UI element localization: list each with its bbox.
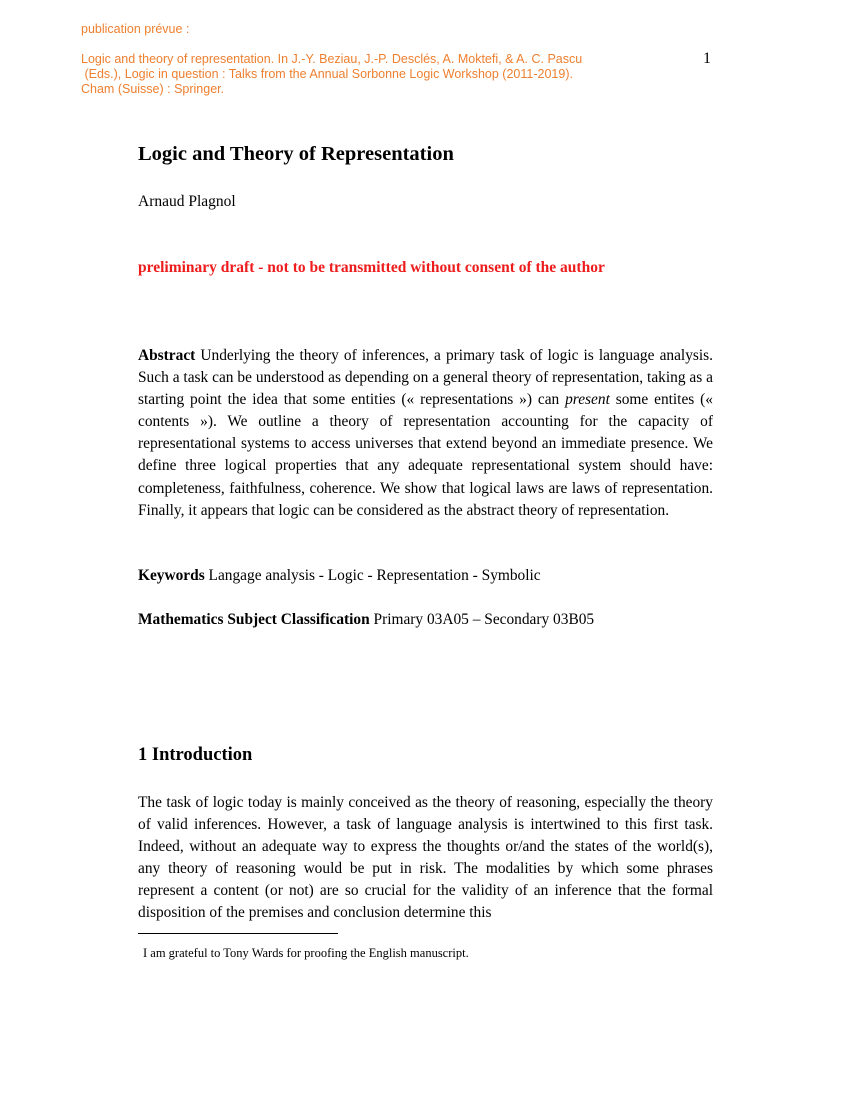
paper-author: Arnaud Plagnol (138, 193, 236, 210)
subject-classification (138, 609, 713, 631)
citation-line: Logic and theory of representation. In J.-Y. Beziau, J.-P. Desclés, A. Moktefi, & A. C. Pascu (81, 52, 583, 66)
abstract (138, 345, 713, 522)
footnote-divider (138, 933, 338, 934)
draft-notice: preliminary draft - not to be transmitted without consent of the author (138, 259, 605, 276)
publication-note (81, 22, 681, 97)
abstract-emphasis: present (565, 391, 610, 409)
abstract-label: Abstract (138, 347, 196, 364)
paper-title: Logic and Theory of Representation (138, 143, 454, 165)
footnote: I am grateful to Tony Wards for proofing the English manuscript. (143, 946, 469, 960)
introduction-paragraph: The task of logic today is mainly conceived as the theory of reasoning, especially the theory of valid inferences. However, a task of language analysis is intertwined to this first task. Indeed, without an adequate way to express the thoughts or/and the states of the world(s), any theory of reasoning would be put in risk. The modalities by which some phrases represent a content (or not) are so crucial for the validity of an inference that the formal disposition of the premises and conclusion determine this (138, 794, 713, 922)
keywords (138, 565, 713, 587)
publication-label: publication prévue : (81, 22, 190, 36)
page-number: 1 (703, 50, 711, 67)
section-heading: 1 Introduction (138, 745, 253, 765)
keywords-label: Keywords (138, 567, 205, 584)
msc-label: Mathematics Subject Classification (138, 611, 370, 628)
abstract-text: some entites (« contents »). We outline a theory of representation accounting for the capacity of representational systems to access universes that extend beyond an immediate presence. We define three logical properties that any adequate representational system should have: completeness, faithfulness, coherence. We show that logical laws are laws of representation. Finally, it appears that logic can be considered as the abstract theory of representation. (138, 391, 713, 519)
abstract-text: Underlying the theory of inferences, a primary task of logic is language analysis. Such a task can be understood as depending on a general theory of representation, taking as a starting point the idea that some entities (« representations ») can (138, 347, 713, 409)
citation-line: Cham (Suisse) : Springer. (81, 82, 225, 96)
keywords-text: Langage analysis - Logic - Representation - Symbolic (204, 567, 541, 584)
publication-note-spacer (81, 37, 681, 52)
msc-text: Primary 03A05 – Secondary 03B05 (369, 611, 595, 628)
citation-line: (Eds.), Logic in question : Talks from the Annual Sorbonne Logic Workshop (2011-2019). (81, 67, 573, 81)
